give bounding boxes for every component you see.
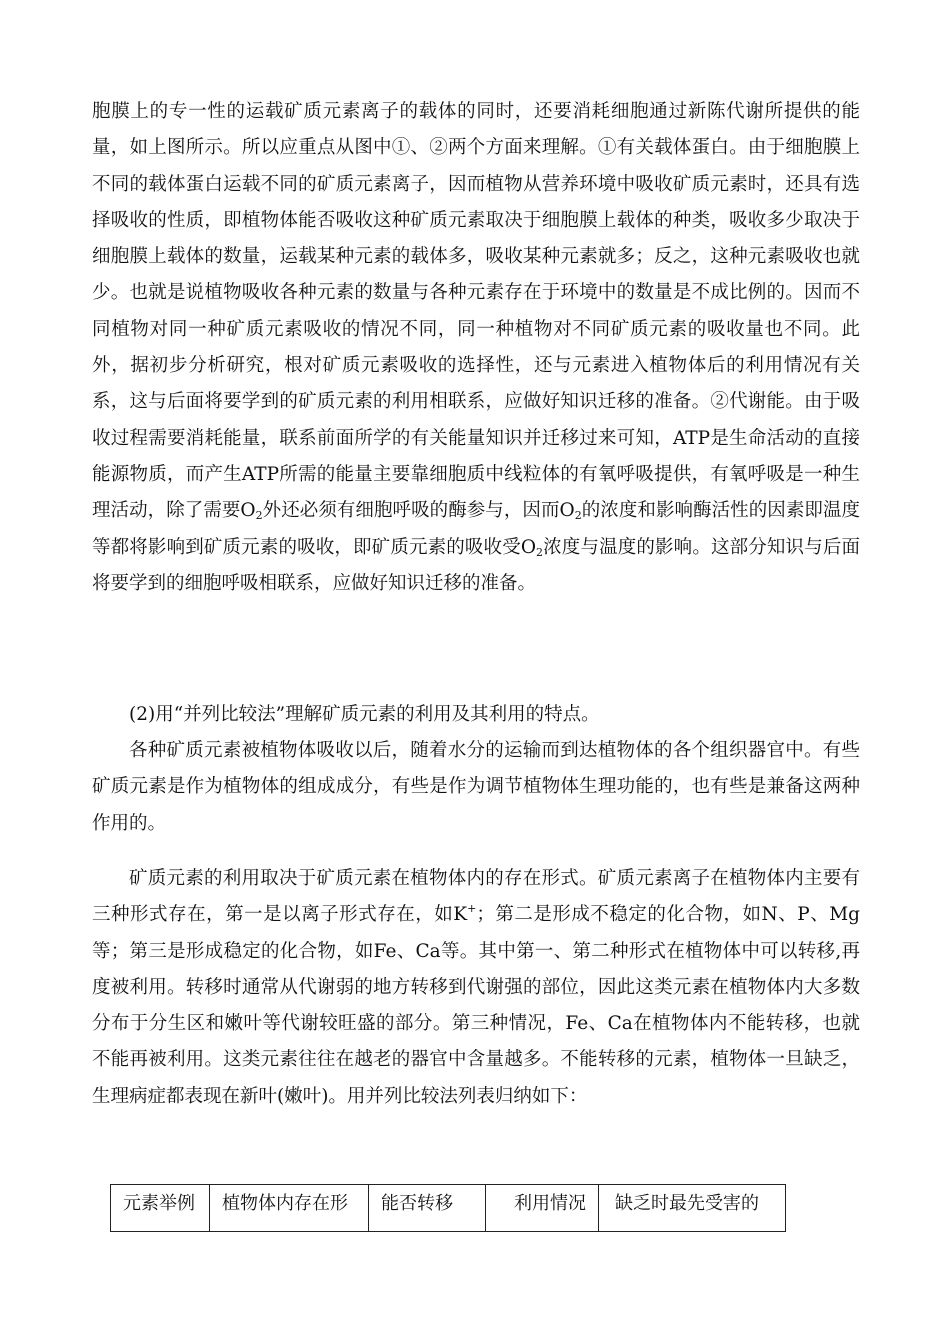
table-header-cell: 利用情况 bbox=[486, 1185, 599, 1232]
subscript: 2 bbox=[255, 509, 263, 523]
text-segment: 的浓度和影响酶活性的因素即温度等都将影响到矿质元素的吸收，即矿质元素的吸收受O bbox=[92, 500, 860, 558]
comparison-table bbox=[110, 1184, 786, 1232]
paragraph-mineral-absorption bbox=[92, 94, 860, 602]
table-header-cell: 元素举例 bbox=[111, 1185, 210, 1232]
table-header-cell: 能否转移 bbox=[369, 1185, 486, 1232]
section-heading-2: (2)用“并列比较法”理解矿质元素的利用及其利用的特点。 bbox=[129, 704, 600, 725]
text-segment: 矿质元素的利用取决于矿质元素在植物体内的存在形式。矿质元素离子在植物体内主要有三种形式存在，第一是以离子形式存在，如K bbox=[92, 868, 860, 926]
table-header-cell: 缺乏时最先受害的 bbox=[599, 1185, 786, 1232]
table-header-cell: 植物体内存在形 bbox=[210, 1185, 369, 1232]
subscript: 2 bbox=[536, 545, 544, 559]
superscript: + bbox=[467, 902, 477, 916]
text-segment: 胞膜上的专一性的运载矿质元素离子的载体的同时，还要消耗细胞通过新陈代谢所提供的能量，如上图所示。所以应重点从图中①、②两个方面来理解。①有关载体蛋白。由于细胞膜上不同的载体蛋白运载不同的矿质元素离子，因而植物从营养环境中吸收矿质元素时，还具有选择吸收的性质，即植物体能否吸收这种矿质元素取决于细胞膜上载体的种类，吸收多少取决于细胞膜上载体的数量，运载某种元素的载体多，吸收某种元素就多；反之，这种元素吸收也就少。也就是说植物吸收各种元素的数量与各种元素存在于环境中的数量是不成比例的。因而不同植物对同一种矿质元素吸收的情况不同，同一种植物对不同矿质元素的吸收量也不同。此外，据初步分析研究，根对矿质元素吸收的选择性，还与元素进入植物体后的利用情况有关系，这与后面将要学到的矿质元素的利用相联系，应做好知识迁移的准备。②代谢能。由于吸收过程需要消耗能量，联系前面所学的有关能量知识并迁移过来可知，ATP是生命活动的直接能源物质，而产生ATP所需的能量主要靠细胞质中线粒体的有氧呼吸提供，有氧呼吸是一种生理活动，除了需要O bbox=[92, 101, 860, 522]
text-segment: 外还必须有细胞呼吸的酶参与，因而O bbox=[262, 500, 575, 522]
text-segment: ；第二是形成不稳定的化合物，如N、P、Mg等；第三是形成稳定的化合物，如Fe、Ca等。其中第一、第二种形式在植物体中可以转移,再度被利用。转移时通常从代谢弱的地方转移到代谢强的部位，因此这类元素在植物体内大多数分布于分生区和嫩叶等代谢较旺盛的部分。第三种情况，Fe、Ca在植物体内不能转移，也就不能再被利用。这类元素往往在越老的器官中含量越多。不能转移的元素，植物体一旦缺乏，生理病症都表现在新叶(嫩叶)。用并列比较法列表归纳如下： bbox=[92, 904, 860, 1107]
table-header-row bbox=[111, 1185, 786, 1232]
paragraph-mineral-transport: 各种矿质元素被植物体吸收以后，随着水分的运输而到达植物体的各个组织器官中。有些矿质元素是作为植物体的组成成分，有些是作为调节植物体生理功能的，也有些是兼备这两种作用的。 bbox=[92, 740, 860, 834]
text-segment: 浓度与温度的影响。这部分知识与后面将要学到的细胞呼吸相联系，应做好知识迁移的准备。 bbox=[92, 536, 860, 594]
paragraph-mineral-utilization bbox=[92, 861, 860, 1115]
subscript: 2 bbox=[574, 509, 582, 523]
